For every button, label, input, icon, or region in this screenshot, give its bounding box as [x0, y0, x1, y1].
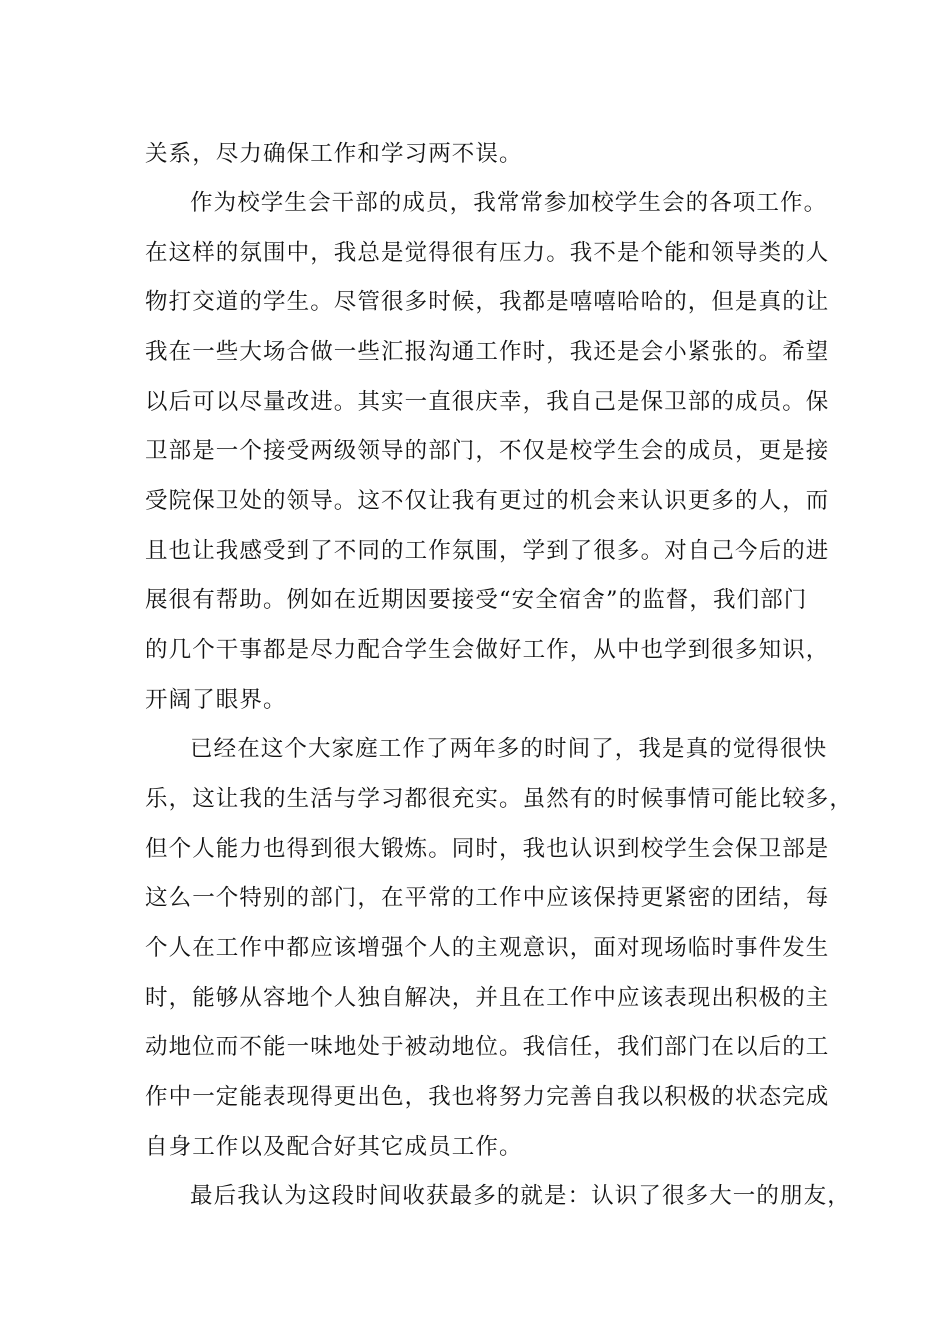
text-line: 我在一些大场合做一些汇报沟通工作时，我还是会小紧张的。希望 — [145, 339, 830, 365]
text-line: 物打交道的学生。尽管很多时候，我都是嘻嘻哈哈的，但是真的让 — [145, 289, 830, 315]
text-line: 自身工作以及配合好其它成员工作。 — [145, 1134, 523, 1160]
text-line: 但个人能力也得到很大锻炼。同时，我也认识到校学生会保卫部是 — [145, 836, 830, 862]
text-line: 在这样的氛围中，我总是觉得很有压力。我不是个能和领导类的人 — [145, 240, 830, 266]
text-line: 且也让我感受到了不同的工作氛围，学到了很多。对自己今后的进 — [145, 538, 830, 564]
text-line: 作中一定能表现得更出色，我也将努力完善自我以积极的状态完成 — [145, 1084, 830, 1110]
text-line: 动地位而不能一味地处于被动地位。我信任，我们部门在以后的工 — [145, 1034, 830, 1060]
text-line: 受院保卫处的领导。这不仅让我有更过的机会来认识更多的人，而 — [145, 488, 830, 514]
text-line: 个人在工作中都应该增强个人的主观意识，面对现场临时事件发生 — [145, 935, 830, 961]
paragraph-first-line: 作为校学生会干部的成员，我常常参加校学生会的各项工作。 — [190, 190, 828, 216]
text-line: 时，能够从容地个人独自解决，并且在工作中应该表现出积极的主 — [145, 985, 830, 1011]
text-line: 的几个干事都是尽力配合学生会做好工作，从中也学到很多知识， — [145, 637, 830, 663]
text-line: 以后可以尽量改进。其实一直很庆幸，我自己是保卫部的成员。保 — [145, 389, 830, 415]
text-line: 卫部是一个接受两级领导的部门，不仅是校学生会的成员，更是接 — [145, 438, 830, 464]
text-line: 关系，尽力确保工作和学习两不误。 — [145, 141, 523, 167]
text-line: 乐，这让我的生活与学习都很充实。虽然有的时候事情可能比较多， — [145, 786, 854, 812]
text-line: 开阔了眼界。 — [145, 687, 287, 713]
paragraph-first-line: 已经在这个大家庭工作了两年多的时间了，我是真的觉得很快 — [190, 736, 828, 762]
text-line: 这么一个特别的部门，在平常的工作中应该保持更紧密的团结，每 — [145, 885, 830, 911]
text-line: 展很有帮助。例如在近期因要接受“安全宿舍”的监督，我们部门 — [145, 587, 808, 613]
paragraph-first-line: 最后我认为这段时间收获最多的就是：认识了很多大一的朋友， — [190, 1183, 851, 1209]
